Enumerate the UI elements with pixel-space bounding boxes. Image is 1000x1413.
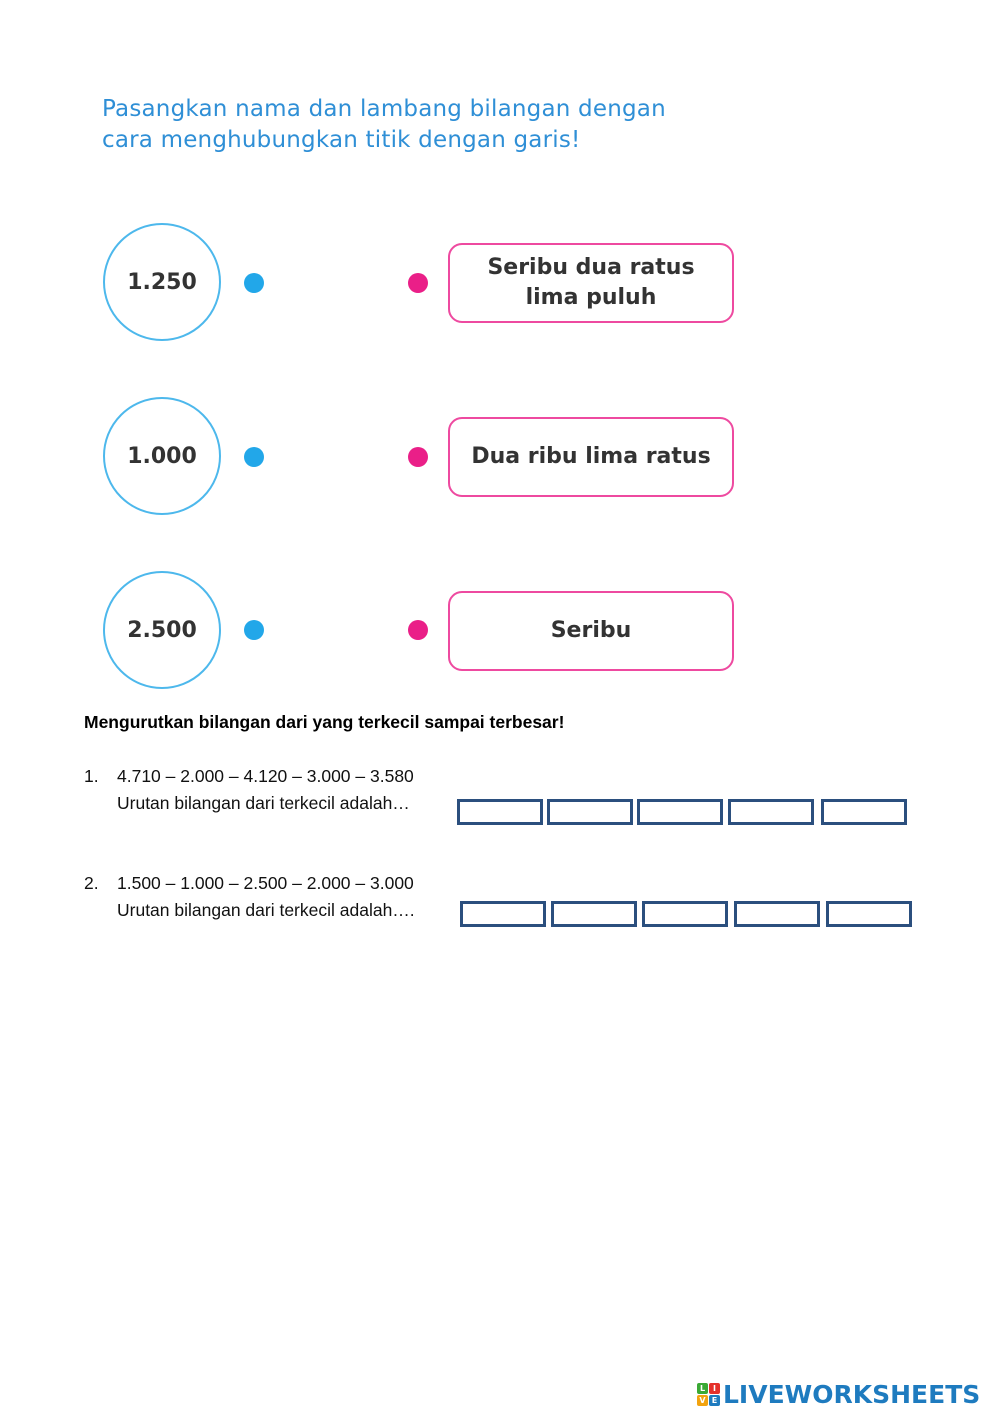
word-label: Dua ribu lima ratus: [471, 444, 711, 469]
word-box-3: [448, 591, 734, 671]
word-label: Seribu dua ratus lima puluh: [487, 255, 695, 310]
q2-answer-box-1[interactable]: [460, 901, 546, 927]
word-connector-dot-3[interactable]: [408, 620, 428, 640]
question-2-sequence: 1.500 – 1.000 – 2.500 – 2.000 – 3.000: [117, 873, 414, 893]
question-1-sequence: 4.710 – 2.000 – 4.120 – 3.000 – 3.580: [117, 766, 414, 786]
number-label: 1.250: [127, 269, 197, 295]
question-2-number: 2.: [84, 873, 99, 893]
logo-letter: L: [697, 1383, 708, 1394]
q2-answer-box-2[interactable]: [551, 901, 637, 927]
liveworksheets-logo: [697, 1378, 980, 1410]
word-connector-dot-2[interactable]: [408, 447, 428, 467]
brand-name: LIVEWORKSHEETS: [723, 1379, 981, 1409]
instruction-line-1: Pasangkan nama dan lambang bilangan dengan: [102, 96, 666, 122]
q2-answer-box-3[interactable]: [642, 901, 728, 927]
question-1-number: 1.: [84, 766, 99, 786]
number-label: 1.000: [127, 443, 197, 469]
q1-answer-box-2[interactable]: [547, 799, 633, 825]
live-cube-icon: [697, 1383, 720, 1406]
number-label: 2.500: [127, 617, 197, 643]
word-label: Seribu: [550, 618, 632, 643]
word-box-2: [448, 417, 734, 497]
number-connector-dot-1[interactable]: [244, 273, 264, 293]
q1-answer-box-1[interactable]: [457, 799, 543, 825]
q1-answer-box-3[interactable]: [637, 799, 723, 825]
q1-answer-box-5[interactable]: [821, 799, 907, 825]
number-circle-3: [103, 571, 221, 689]
question-1-prompt: Urutan bilangan dari terkecil adalah…: [117, 793, 410, 813]
word-box-1: [448, 243, 734, 323]
ordering-heading: Mengurutkan bilangan dari yang terkecil sampai terbesar!: [84, 712, 565, 732]
instruction-line-2: cara menghubungkan titik dengan garis!: [102, 127, 581, 153]
question-2-prompt: Urutan bilangan dari terkecil adalah….: [117, 900, 415, 920]
number-circle-2: [103, 397, 221, 515]
logo-letter: V: [697, 1395, 708, 1406]
number-connector-dot-2[interactable]: [244, 447, 264, 467]
logo-letter: E: [709, 1395, 720, 1406]
word-connector-dot-1[interactable]: [408, 273, 428, 293]
number-circle-1: [103, 223, 221, 341]
instruction-title: [102, 94, 802, 156]
q1-answer-box-4[interactable]: [728, 799, 814, 825]
number-connector-dot-3[interactable]: [244, 620, 264, 640]
logo-letter: I: [709, 1383, 720, 1394]
q2-answer-box-5[interactable]: [826, 901, 912, 927]
q2-answer-box-4[interactable]: [734, 901, 820, 927]
